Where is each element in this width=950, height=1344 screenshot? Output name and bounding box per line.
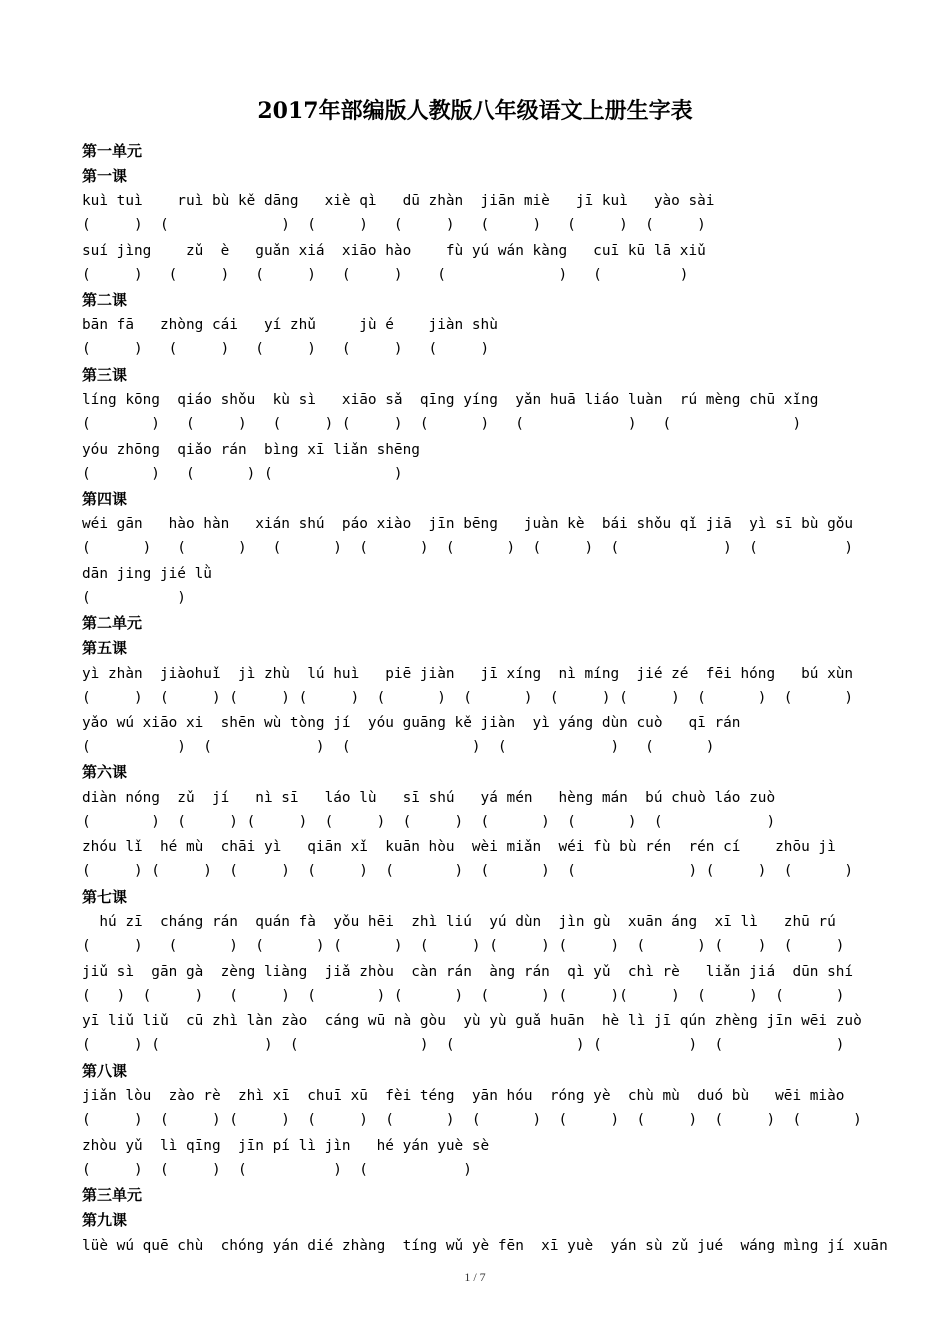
section-heading: 第八课	[82, 1062, 128, 1080]
answer-blank-row: ( ) ( ) ( )	[82, 466, 403, 482]
answer-blank-row: ( ) ( ) ( ) ( ) ( ) ( )	[82, 267, 689, 283]
answer-blank-row: ( ) ( ) ( ) ( ) ( ) ( ) ( ) ( ) ( ) ( )	[82, 938, 845, 954]
answer-blank-row: ( ) ( ) ( ) ( ) ( ) ( ) ( ) ( ) ( )	[82, 863, 854, 879]
pinyin-row: yóu zhōng qiǎo rán bìng xī liǎn shēng	[82, 442, 420, 458]
answer-blank-row: ( ) ( ) ( ) ( )	[82, 1162, 472, 1178]
section-heading: 第二单元	[82, 614, 143, 632]
pinyin-row: yì zhàn jiàohuǐ jì zhù lú huì piē jiàn jī xíng nì míng jié zé fēi hóng bú xùn	[82, 666, 854, 682]
pinyin-row: diàn nóng zǔ jí nì sī láo lù sī shú yá mén hèng mán bú chuò láo zuò	[82, 790, 776, 806]
section-heading: 第五课	[82, 639, 128, 657]
pinyin-row: yī liǔ liǔ cū zhì làn zào cáng wū nà gòu yù yù guǎ huān hè lì jī qún zhèng jīn wēi zuò	[82, 1013, 862, 1029]
answer-blank-row: ( ) ( ) ( ) ( ) ( ) ( ) ( )( ) ( ) ( )	[82, 988, 845, 1004]
section-heading: 第六课	[82, 763, 128, 781]
answer-blank-row: ( ) ( ) ( ) ( ) ( )	[82, 341, 490, 357]
pinyin-row: suí jìng zǔ è guǎn xiá xiāo hào fù yú wán kàng cuī kū lā xiǔ	[82, 243, 706, 259]
section-heading: 第一单元	[82, 142, 143, 160]
section-heading: 第四课	[82, 490, 128, 508]
answer-blank-row: ( ) ( ) ( ) ( ) ( ) ( ) ( )	[82, 416, 802, 432]
section-heading: 第二课	[82, 291, 128, 309]
section-heading: 第七课	[82, 888, 128, 906]
section-heading: 第九课	[82, 1211, 128, 1229]
answer-blank-row: ( )	[82, 590, 186, 606]
answer-blank-row: ( ) ( ) ( ) ( ) ( ) ( ) ( ) ( ) ( ) ( )	[82, 1112, 862, 1128]
pinyin-row: hú zī cháng rán quán fà yǒu hēi zhì liú yú dùn jìn gù xuān áng xī lì zhū rú	[82, 914, 836, 930]
pinyin-row: zhóu lǐ hé mù chāi yì qiān xǐ kuān hòu wèi miǎn wéi fù bù rén rén cí zhōu jì	[82, 839, 836, 855]
pinyin-row: dān jing jié lǜ	[82, 566, 212, 582]
pinyin-row: líng kōng qiáo shǒu kù sì xiāo sǎ qīng yíng yǎn huā liáo luàn rú mèng chū xǐng	[82, 392, 819, 408]
answer-blank-row: ( ) ( ) ( ) ( ) ( ) ( ) ( )	[82, 217, 706, 233]
section-heading: 第三课	[82, 366, 128, 384]
pinyin-row: lüè wú quē chù chóng yán dié zhàng tíng wǔ yè fēn xī yuè yán sù zǔ jué wáng mìng jí xuān	[82, 1238, 888, 1254]
pinyin-row: yǎo wú xiāo xi shēn wù tòng jí yóu guāng kě jiàn yì yáng dùn cuò qī rán	[82, 715, 741, 731]
pinyin-row: jiǔ sì gān gà zèng liàng jiǎ zhòu càn rán àng rán qì yǔ chì rè liǎn jiá dūn shí	[82, 964, 854, 980]
answer-blank-row: ( ) ( ) ( ) ( ) ( )	[82, 739, 715, 755]
page-title: 2017年部编版人教版八年级语文上册生字表	[257, 98, 693, 124]
answer-blank-row: ( ) ( ) ( ) ( ) ( ) ( ) ( ) ( )	[82, 540, 854, 556]
answer-blank-row: ( ) ( ) ( ) ( ) ( ) ( ) ( ) ( ) ( ) ( )	[82, 690, 854, 706]
section-heading: 第一课	[82, 167, 128, 185]
pinyin-row: wéi gān hào hàn xián shú páo xiào jīn bēng juàn kè bái shǒu qǐ jiā yì sī bù gǒu	[82, 516, 854, 532]
pinyin-row: kuì tuì ruì bù kě dāng xiè qì dū zhàn jiān miè jī kuì yào sài	[82, 193, 715, 209]
page-number: 1 / 7	[464, 1270, 486, 1284]
pinyin-row: zhòu yǔ lì qīng jīn pí lì jìn hé yán yuè sè	[82, 1138, 490, 1154]
answer-blank-row: ( ) ( ) ( ) ( ) ( ) ( ) ( ) ( )	[82, 814, 776, 830]
answer-blank-row: ( ) ( ) ( ) ( ) ( ) ( )	[82, 1037, 845, 1053]
pinyin-row: jiǎn lòu zào rè zhì xī chuī xū fèi téng yān hóu róng yè chù mù duó bù wēi miào	[82, 1088, 845, 1104]
pinyin-row: bān fā zhòng cái yí zhǔ jù é jiàn shù	[82, 317, 498, 333]
section-heading: 第三单元	[82, 1186, 143, 1204]
